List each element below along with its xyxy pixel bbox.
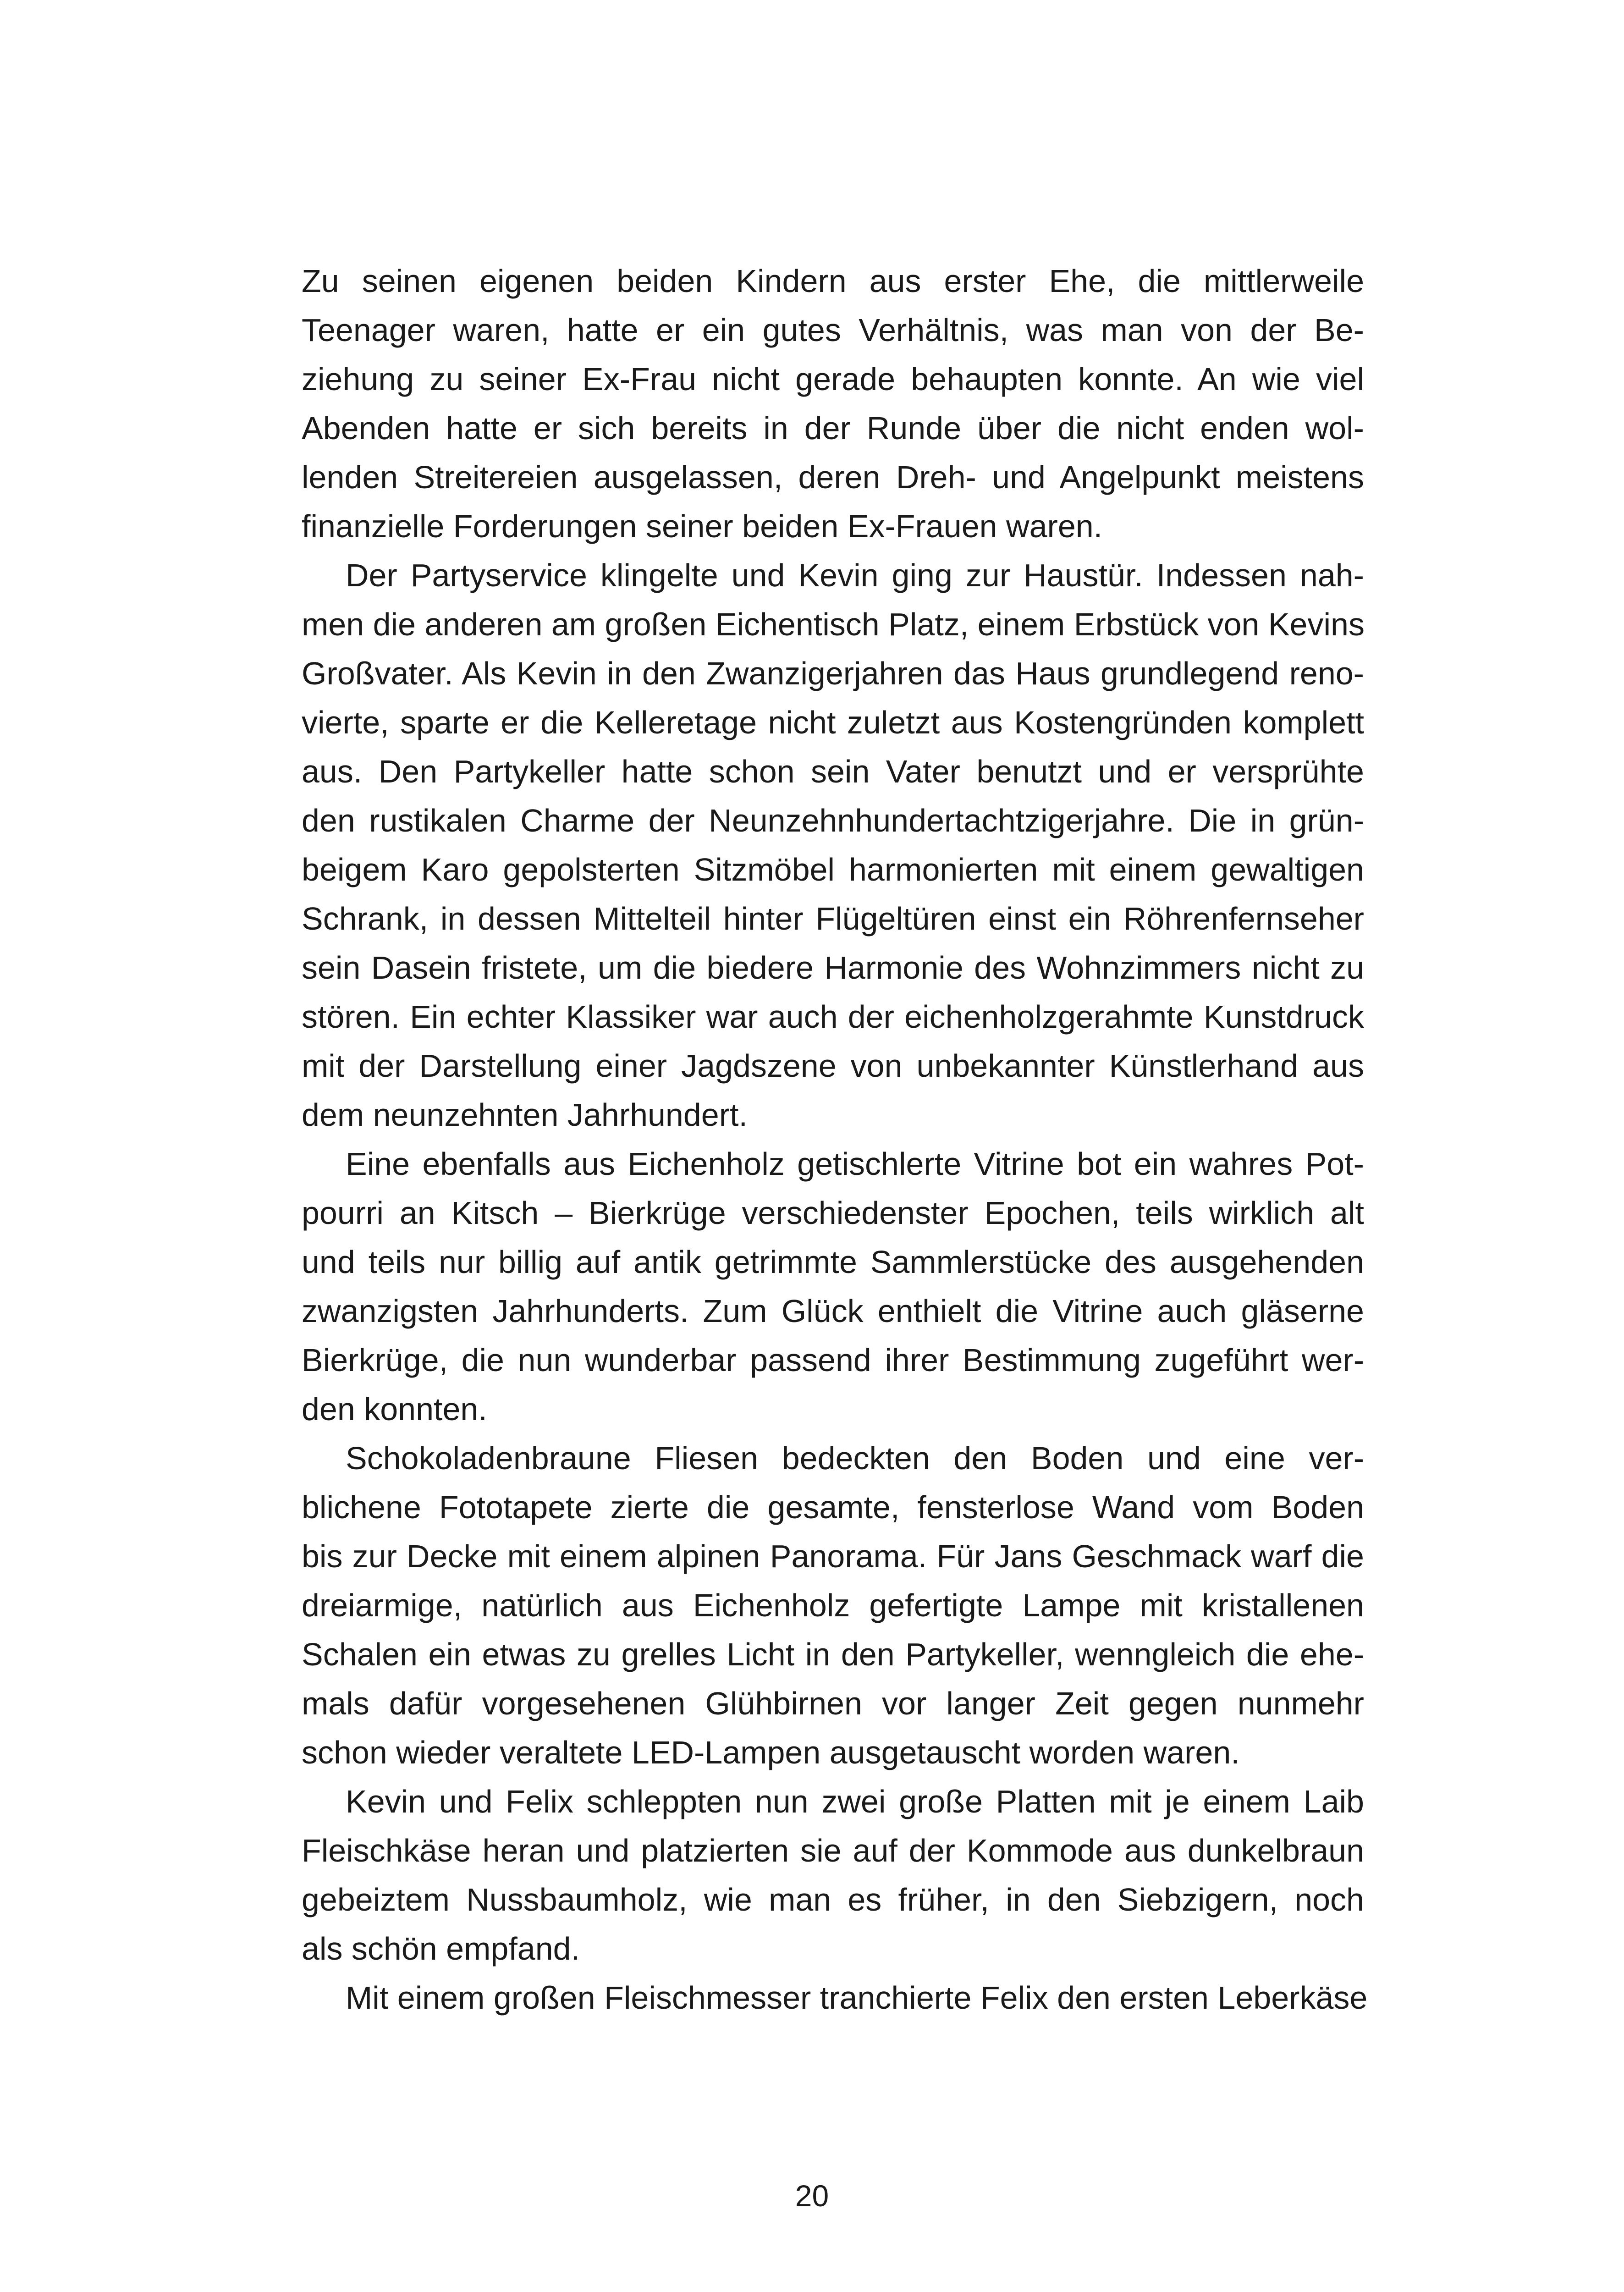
- text-line: ziehung zu seiner Ex-Frau nicht gerade behaupten konnte. An wie viel: [302, 361, 1364, 397]
- text-line: vierte, sparte er die Kelleretage nicht zuletzt aus Kostengründen komplett: [302, 705, 1364, 740]
- text-line: blichene Fototapete zierte die gesamte, fensterlose Wand vom Boden: [302, 1489, 1364, 1525]
- text-line: zwanzigsten Jahrhunderts. Zum Glück enthielt die Vitrine auch gläserne: [302, 1293, 1364, 1329]
- text-line: lenden Streitereien ausgelassen, deren Dreh- und Angelpunkt meistens: [302, 459, 1364, 495]
- text-line: pourri an Kitsch – Bierkrüge verschiedenster Epochen, teils wirklich alt: [302, 1195, 1364, 1231]
- text-line: bis zur Decke mit einem alpinen Panorama. Für Jans Geschmack warf die: [302, 1538, 1364, 1574]
- text-line: schon wieder veraltete LED-Lampen ausgetauscht worden waren.: [302, 1735, 1240, 1770]
- text-line: beigem Karo gepolsterten Sitzmöbel harmonierten mit einem gewaltigen: [302, 852, 1364, 887]
- text-line: mals dafür vorgesehenen Glühbirnen vor langer Zeit gegen nunmehr: [302, 1686, 1364, 1721]
- text-line: aus. Den Partykeller hatte schon sein Vater benutzt und er versprühte: [302, 754, 1364, 789]
- text-line: dreiarmige, natürlich aus Eichenholz gefertigte Lampe mit kristallenen: [302, 1587, 1364, 1623]
- text-line: men die anderen am großen Eichentisch Platz, einem Erbstück von Kevins: [302, 606, 1365, 642]
- text-line: Schrank, in dessen Mittelteil hinter Flügeltüren einst ein Röhrenfernseher: [302, 901, 1364, 937]
- text-line: Der Partyservice klingelte und Kevin ging zur Haustür. Indessen nah-: [346, 557, 1364, 593]
- text-line: stören. Ein echter Klassiker war auch der eichenholzgerahmte Kunstdruck: [302, 999, 1364, 1035]
- text-line: Kevin und Felix schleppten nun zwei große Platten mit je einem Laib: [346, 1784, 1364, 1819]
- text-line: Eine ebenfalls aus Eichenholz getischlerte Vitrine bot ein wahres Pot-: [346, 1146, 1364, 1182]
- page-number: 20: [795, 2179, 829, 2213]
- text-line: Schokoladenbraune Fliesen bedeckten den Boden und eine ver-: [346, 1440, 1364, 1476]
- text-line: dem neunzehnten Jahrhundert.: [302, 1097, 748, 1133]
- text-line: Zu seinen eigenen beiden Kindern aus erster Ehe, die mittlerweile: [302, 263, 1364, 299]
- page-body-text: [302, 257, 1368, 2022]
- text-line: gebeiztem Nussbaumholz, wie man es früher, in den Siebzigern, noch: [302, 1882, 1364, 1917]
- text-line: den rustikalen Charme der Neunzehnhundertachtzigerjahre. Die in grün-: [302, 803, 1364, 838]
- text-line: als schön empfand.: [302, 1931, 580, 1967]
- text-line: finanzielle Forderungen seiner beiden Ex-Frauen waren.: [302, 508, 1103, 544]
- text-line: mit der Darstellung einer Jagdszene von unbekannter Künstlerhand aus: [302, 1048, 1364, 1084]
- text-line: und teils nur billig auf antik getrimmte Sammlerstücke des ausgehenden: [302, 1244, 1364, 1280]
- text-line: Großvater. Als Kevin in den Zwanzigerjahren das Haus grundlegend reno-: [302, 656, 1364, 691]
- text-line: Teenager waren, hatte er ein gutes Verhältnis, was man von der Be-: [302, 312, 1364, 348]
- text-line: sein Dasein fristete, um die biedere Harmonie des Wohnzimmers nicht zu: [302, 950, 1364, 986]
- text-line: Fleischkäse heran und platzierten sie auf der Kommode aus dunkelbraun: [302, 1833, 1364, 1868]
- text-line: den konnten.: [302, 1391, 487, 1427]
- text-line: Mit einem großen Fleischmesser tranchierte Felix den ersten Leberkäse: [346, 1980, 1368, 2016]
- text-line: Bierkrüge, die nun wunderbar passend ihrer Bestimmung zugeführt wer-: [302, 1342, 1364, 1378]
- text-line: Schalen ein etwas zu grelles Licht in den Partykeller, wenngleich die ehe-: [302, 1636, 1364, 1672]
- text-line: Abenden hatte er sich bereits in der Runde über die nicht enden wol-: [302, 410, 1364, 446]
